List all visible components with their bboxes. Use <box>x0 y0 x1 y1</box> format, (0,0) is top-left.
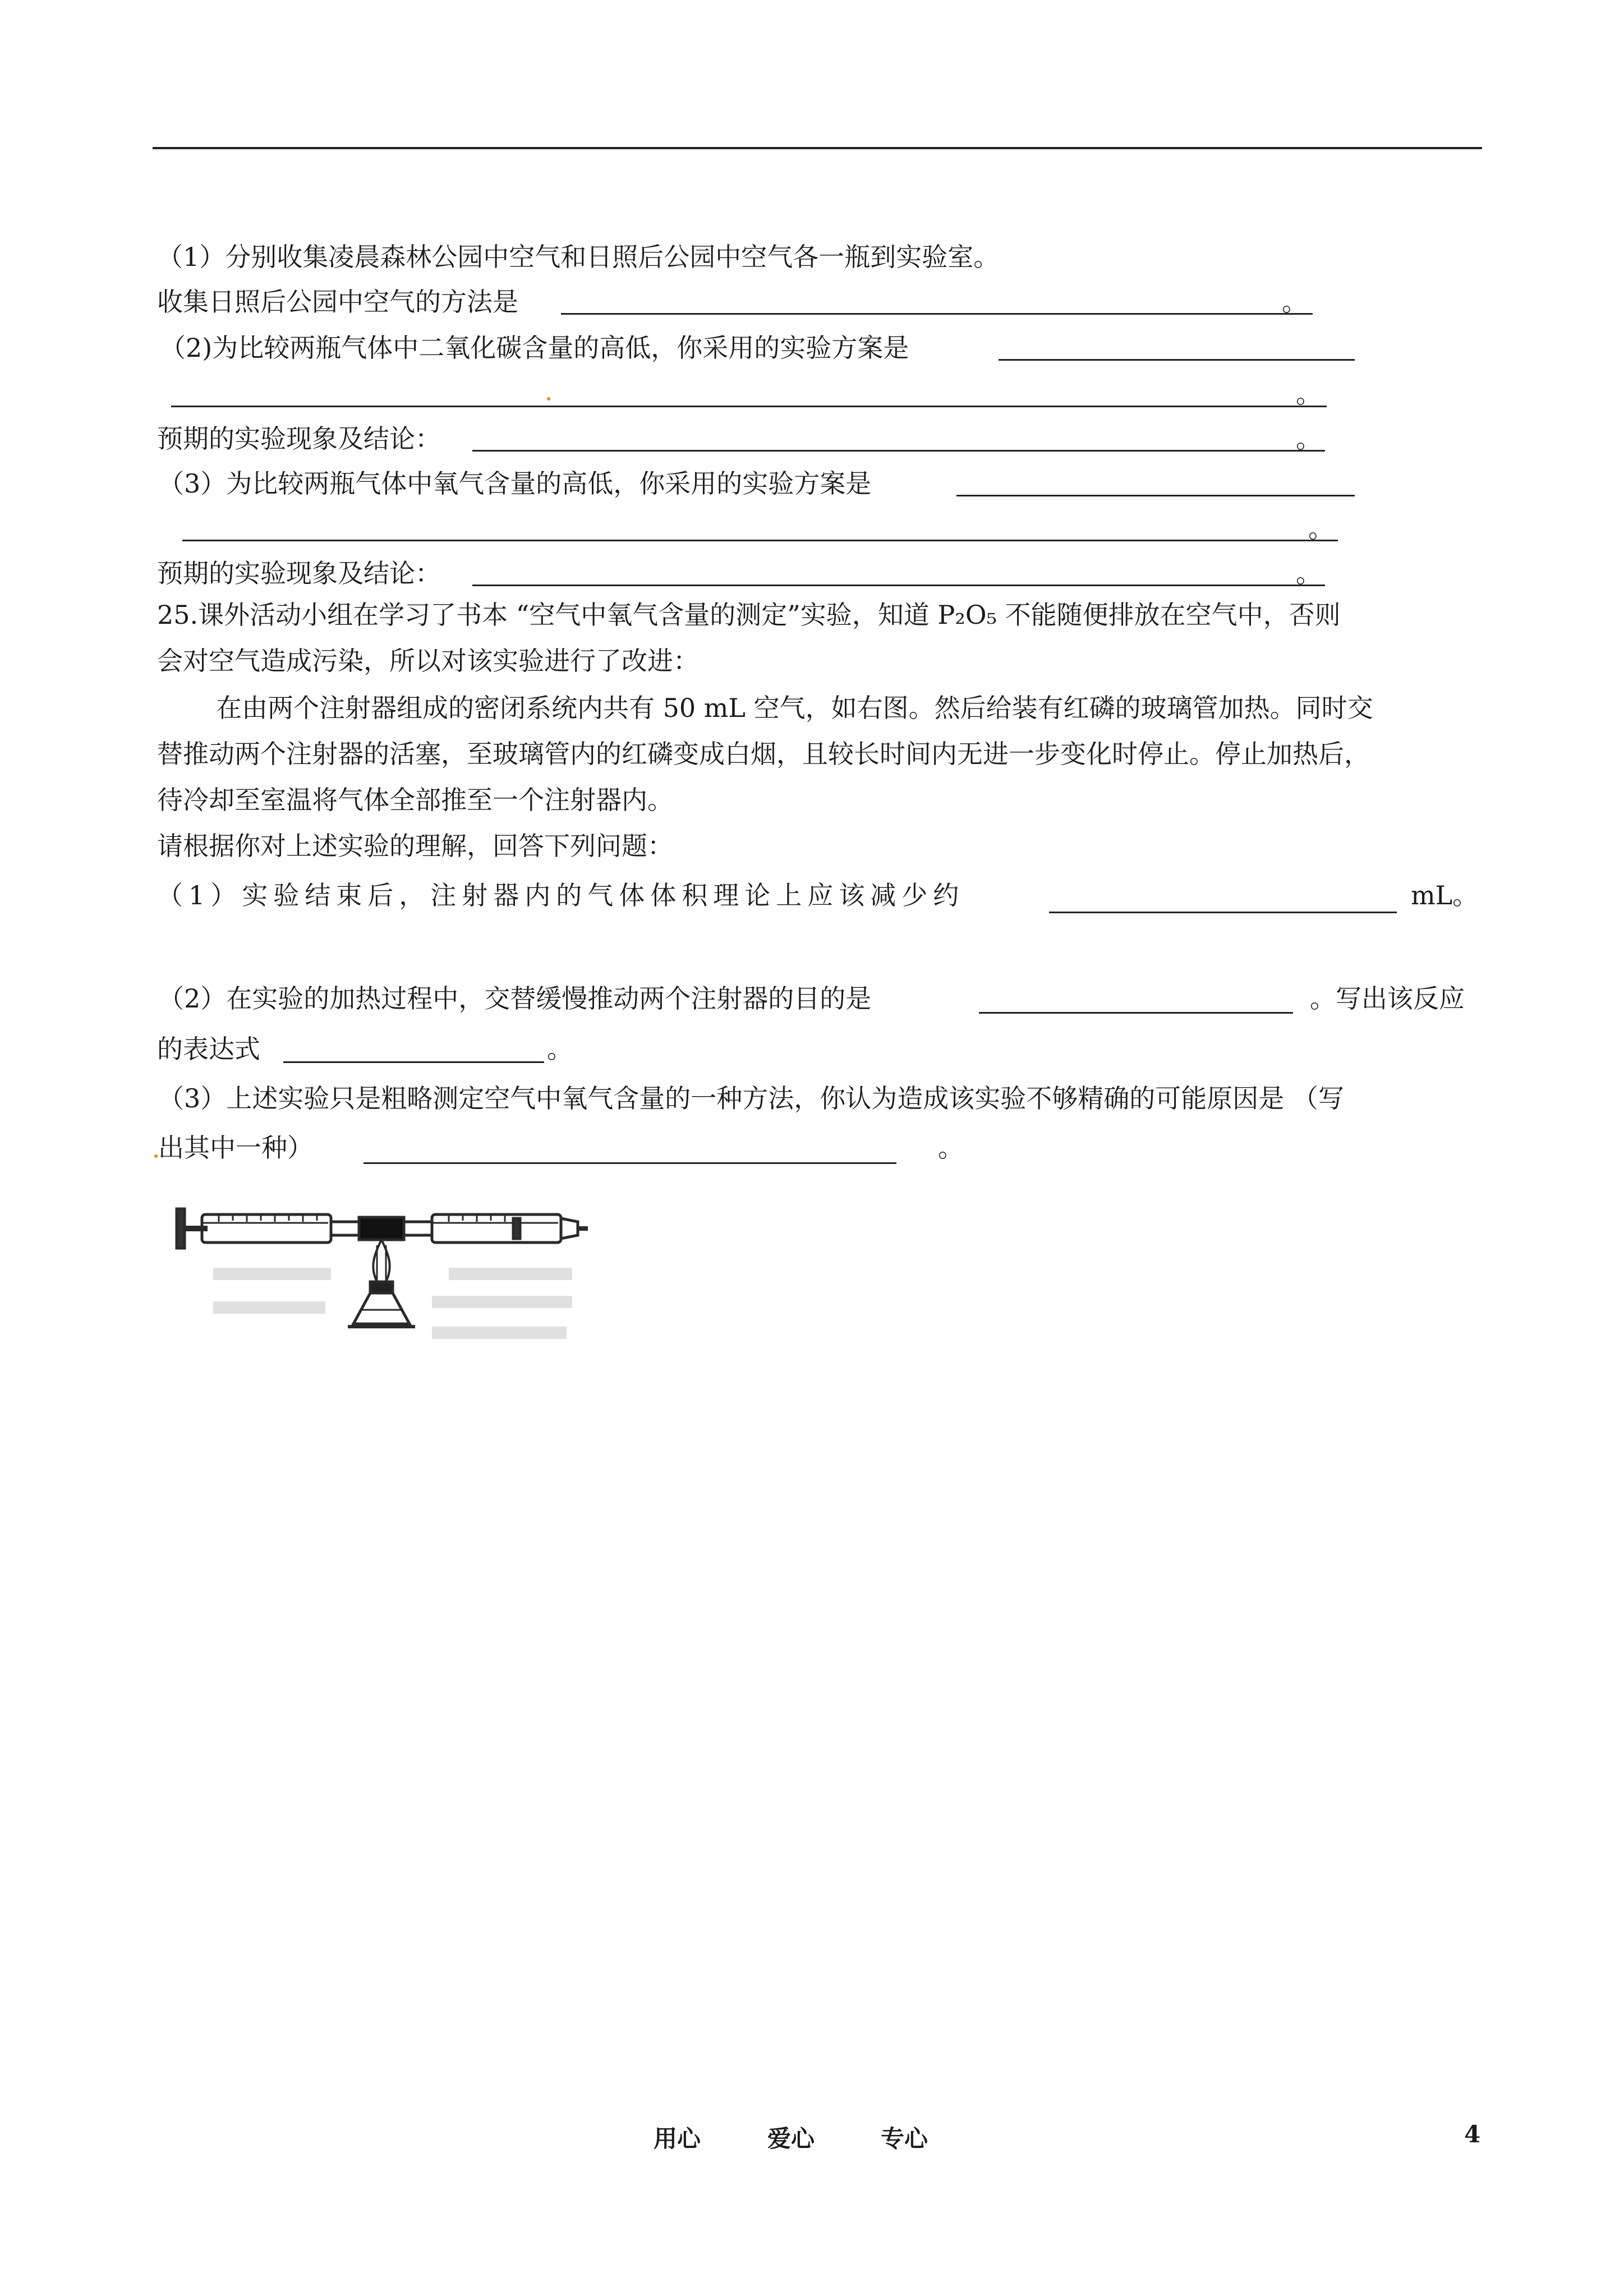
syringe-apparatus-figure <box>168 1184 595 1374</box>
q24-part2-line1: （2)为比较两瓶气体中二氧化碳含量的高低，你采用的实验方案是 <box>160 333 909 363</box>
answer-blank-equation[interactable] <box>283 1061 544 1063</box>
period-mark: 。 <box>1296 424 1322 454</box>
q24-part2-result: 预期的实验现象及结论： <box>157 424 441 454</box>
answer-blank-co2-plan[interactable] <box>999 359 1355 361</box>
q25-sub3-line1: （3）上述实验只是粗略测定空气中氧气含量的一种方法，你认为造成该实验不够精确的可能原因是 （写 <box>158 1083 1344 1114</box>
scan-speck <box>547 397 550 401</box>
footer-motto-2: 爱心 <box>767 2125 815 2152</box>
period-mark: 。 <box>1296 379 1322 409</box>
answer-blank-co2-plan-cont[interactable] <box>171 406 1327 407</box>
period-mark: 。 <box>1282 287 1308 317</box>
answer-blank-o2-plan-cont[interactable] <box>182 540 1338 541</box>
unit-ml: mL。 <box>1411 880 1479 910</box>
answer-blank-purpose[interactable] <box>979 1012 1293 1014</box>
q24-part1-line2: 收集日照后公园中空气的方法是 <box>157 287 518 317</box>
answer-blank-o2-result[interactable] <box>472 585 1325 586</box>
header-rule <box>153 147 1482 149</box>
q25-sub3-line2: 出其中一种） <box>158 1133 313 1163</box>
q24-part3-line1: （3）为比较两瓶气体中氧气含量的高低，你采用的实验方案是 <box>158 468 872 499</box>
q25-desc-line2: 替推动两个注射器的活塞，至玻璃管内的红磷变成白烟，且较长时间内无进一步变化时停止。停止加热后， <box>157 739 1370 769</box>
answer-blank-o2-plan[interactable] <box>956 495 1355 496</box>
q25-sub1: （1）实验结束后，注射器内的气体体积理论上应该减少约 <box>157 880 965 910</box>
period-mark: 。 <box>1308 513 1334 544</box>
q25-desc-line3: 待冷却至室温将气体全部推至一个注射器内。 <box>157 785 673 815</box>
answer-blank-error-cause[interactable] <box>364 1162 896 1164</box>
q25-sub2-line2: 的表达式 <box>157 1034 260 1064</box>
q25-sub2-tail: 。写出该反应 <box>1310 983 1465 1014</box>
answer-blank-co2-result[interactable] <box>472 450 1325 452</box>
q24-part3-result: 预期的实验现象及结论： <box>157 558 441 588</box>
q25-intro-line2: 会对空气造成污染，所以对该实验进行了改进： <box>157 646 699 676</box>
answer-blank-volume[interactable] <box>1049 912 1397 913</box>
q25-sub2: （2）在实验的加热过程中，交替缓慢推动两个注射器的目的是 <box>158 983 872 1014</box>
footer-motto-1: 用心 <box>654 2125 701 2152</box>
answer-blank-collect-method[interactable] <box>561 313 1313 315</box>
period-mark: 。 <box>547 1034 573 1064</box>
period-mark: 。 <box>1296 558 1322 588</box>
scan-speck <box>154 1154 158 1158</box>
footer-motto-3: 专心 <box>881 2125 928 2152</box>
q25-desc-line1: 在由两个注射器组成的密闭系统内共有 50 mL 空气，如右图。然后给装有红磷的玻璃管加热。同时交 <box>216 693 1373 723</box>
q24-part1-line1: （1）分别收集凌晨森林公园中空气和日照后公园中空气各一瓶到实验室。 <box>157 242 1000 272</box>
period-mark: 。 <box>938 1133 964 1163</box>
q25-intro-line1: 25.课外活动小组在学习了书本 “空气中氧气含量的测定”实验，知道 P₂O₅ 不能随便排放在空气中，否则 <box>157 600 1341 630</box>
page-number: 4 <box>1464 2120 1481 2148</box>
q25-prompt: 请根据你对上述实验的理解，回答下列问题： <box>157 831 673 861</box>
